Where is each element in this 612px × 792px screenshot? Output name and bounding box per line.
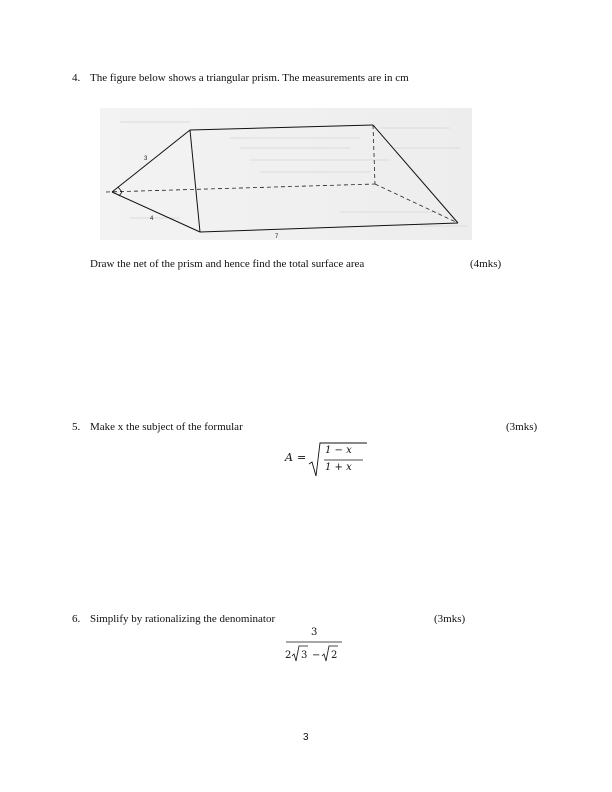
- formula-lhs: A: [285, 451, 293, 464]
- radicand-2: 2: [331, 650, 338, 661]
- fraction-numerator: 3: [311, 627, 318, 638]
- q4-instruction: Draw the net of the prism and hence find the total surface area: [90, 258, 365, 270]
- formula-denominator: 1 + x: [325, 462, 352, 473]
- prism-diagram: [100, 108, 472, 240]
- q6-number: 6.: [72, 613, 81, 625]
- label-7: 7: [275, 234, 279, 240]
- label-3: 3: [144, 156, 148, 162]
- denominator-coefficient: 2: [285, 650, 292, 661]
- q5-formula: [282, 440, 362, 478]
- page-number: 3: [303, 732, 309, 743]
- q5-marks: (3mks): [506, 421, 538, 433]
- q4-number: 4.: [72, 72, 81, 84]
- prism-figure: [100, 108, 472, 240]
- q6-fraction: [284, 625, 346, 665]
- q5-text: Make x the subject of the formular: [90, 421, 243, 433]
- q4-marks: (4mks): [470, 258, 502, 270]
- q6-marks: (3mks): [434, 613, 466, 625]
- formula-equals: =: [297, 451, 307, 464]
- q5-number: 5.: [72, 421, 81, 433]
- radicand-3: 3: [301, 650, 308, 661]
- formula-numerator: 1 − x: [325, 445, 352, 456]
- denominator-minus: −: [312, 650, 321, 661]
- q4-text: The figure below shows a triangular prism. The measurements are in cm: [90, 72, 409, 84]
- label-4: 4: [150, 216, 154, 222]
- q6-text: Simplify by rationalizing the denominator: [90, 613, 276, 625]
